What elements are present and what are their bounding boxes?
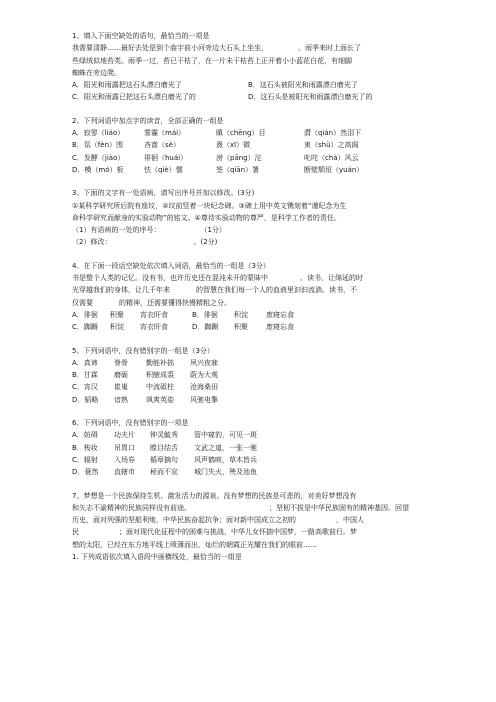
question-7-sub-1: 1. 下列成语依次填入语段中画横线处，最恰当的一组是 [72, 552, 242, 561]
question-3-text-line-1: ①某科学研究所后院有座坟，②坟前竖着一块纪念碑。③碑上用中英文镌刻着“谨纪念为生 [72, 201, 347, 210]
question-3-sub-2: （2）修改： 。(2分) [72, 238, 218, 247]
question-2-option-d: D．模（mó）板 怯（qiè）懦 签（qiān）署 断壁颓垣（yuán） [72, 165, 364, 174]
question-6-option-b: B．梭妆 吊胃口 瞠目结舌 文武之道，一张一驰 [72, 443, 257, 452]
question-5-option-a: A．真谛 脊骨 勤能补拙 夙兴夜寐 [72, 358, 218, 367]
question-6-option-d: D．蓑然 直辖市 秘而不宣 城门失火，殃及池鱼 [72, 468, 257, 477]
question-6-title: 6、下列词语中，没有错别字的一项是 [72, 419, 189, 428]
question-2-option-b: B．氛（fèn）围 吝啬（sè） 熹（xī）微 束（shù）之高阁 [72, 141, 359, 150]
question-3-sub-1: （1）有语病的一处的序号： （1分） [72, 226, 226, 235]
question-1 [72, 30, 424, 104]
option-b: B．这石头被阳光和雨露漂白磨光了 [248, 81, 358, 90]
question-4 [72, 260, 424, 334]
question-6 [72, 417, 424, 478]
question-4-text-line-2: 光穿越我们的身体，让几千年来 的智慧在我们每一个人的血液里汩汩流淌。读书，不 [72, 286, 357, 295]
question-1-options-row-2 [72, 91, 424, 103]
question-7-text-line-3: 历史，面对列强的坚船利炮，中华民族奋起抗争；面对新中国成立之初的 ，中国人 [72, 516, 364, 525]
question-1-title: 1、填入下面空缺处的语句，最恰当的一项是 [72, 32, 210, 40]
question-2-option-c: C．发酵（jiào） 徘徊（huái） 滂（pāng）沱 叱咤（chà）风云 [72, 153, 359, 162]
question-1-text-line-1: 我需要清静……最好去处是到个庙宇前小河旁边大石头上坐坐， 。雨季来时上面长了 [72, 44, 361, 53]
question-1-text-line-3: 蜘蛛在旁边爬。 [72, 68, 121, 77]
question-3-title: 3、下面的文字有一处语病，请写出序号并加以修改。(3分) [72, 189, 255, 198]
question-1-options-row-1 [72, 79, 424, 91]
question-6-option-a: A．妨碍 功夫片 钟灵毓秀 管中窥豹，可见一斑 [72, 431, 257, 440]
question-7-text-line-4: 民 ；面对现代化征程中的困难与挑战，中华儿女怀揣中国梦，一路高歌前行。梦 [72, 528, 357, 537]
question-7-text-line-2: 和矢志不渝精神的民族同样没有前途。 ；坚韧不拔是中华民族固有的精神基因。回望 [72, 503, 409, 512]
question-7-text-line-5: 想的太阳，已经在东方地平线上喷薄而出，灿烂的朝霞正光耀在我们的眼前…… [72, 540, 317, 549]
question-6-option-c: C．辐射 入场券 循章摘句 风声鹤唳，草木皆兵 [72, 455, 257, 464]
option-d: D．这石头是被阳光和雨露漂白磨光了的 [248, 93, 373, 102]
question-2-option-a: A．寂寥（liáo） 雾霾（mái） 瞋（chēng）目 潸（qián）然泪下 [72, 129, 362, 138]
option-c: C．阳光和雨露已把这石头漂白磨光了的 [72, 93, 196, 102]
option-a: A．阳光和雨露把这石头漂白磨光了 [72, 81, 182, 90]
question-5 [72, 345, 424, 406]
question-5-title: 5、下列词语中，没有错别字的一组是（3分） [72, 346, 214, 355]
question-7-title: 7、梦想是一个民族保持生机、激发活力的源泉。没有梦想的民族是可悲的，对美好梦想没有 [72, 491, 357, 500]
question-2 [72, 115, 424, 176]
question-3-text-line-2: 命科学研究而献身的实验动物”的铭文。④尊待实验动物的尊严，是科学工作者的责任。 [72, 213, 341, 222]
question-7 [72, 490, 424, 564]
question-5-option-d: D．韬略 谙熟 飒爽英姿 风驰电掣 [72, 395, 218, 404]
document-page [72, 30, 424, 574]
question-5-option-b: B．甘霖 磨砺 积腋成裘 蔚为大观 [72, 371, 218, 380]
question-4-options-row-1: A．徘徊 积聚 宵衣旰食 B．徘徊 积淀 废寝忘食 [72, 310, 294, 319]
question-4-options-row-2: C．踟蹰 积淀 宵衣旰食 D．踟蹰 积聚 废寝忘食 [72, 323, 294, 332]
question-4-text-line-1: 书是整个人类的记忆。没有书，也许历史还在混沌未开的蒙昧中 。读书，让绵延的时 [72, 274, 363, 283]
question-5-option-c: C．宵汉 崔嵬 中流砥柱 沧海桑田 [72, 383, 218, 392]
question-3 [72, 187, 424, 248]
question-4-title: 4、在下面一段话空缺处依次填入词语，最恰当的一组是（3分） [72, 261, 270, 270]
question-1-text-line-2: 些绿绒似地苔类。雨季一过，苔已干枯了，在一片未干枯苔上正开着小小蓝花白花，有细脚 [72, 56, 352, 65]
question-2-title: 2、下列词语中加点字的读音，全部正确的一组是 [72, 116, 224, 125]
question-4-text-line-3: 仅需要 的精神，还需要懂得快慢精粗之分。 [72, 298, 231, 307]
